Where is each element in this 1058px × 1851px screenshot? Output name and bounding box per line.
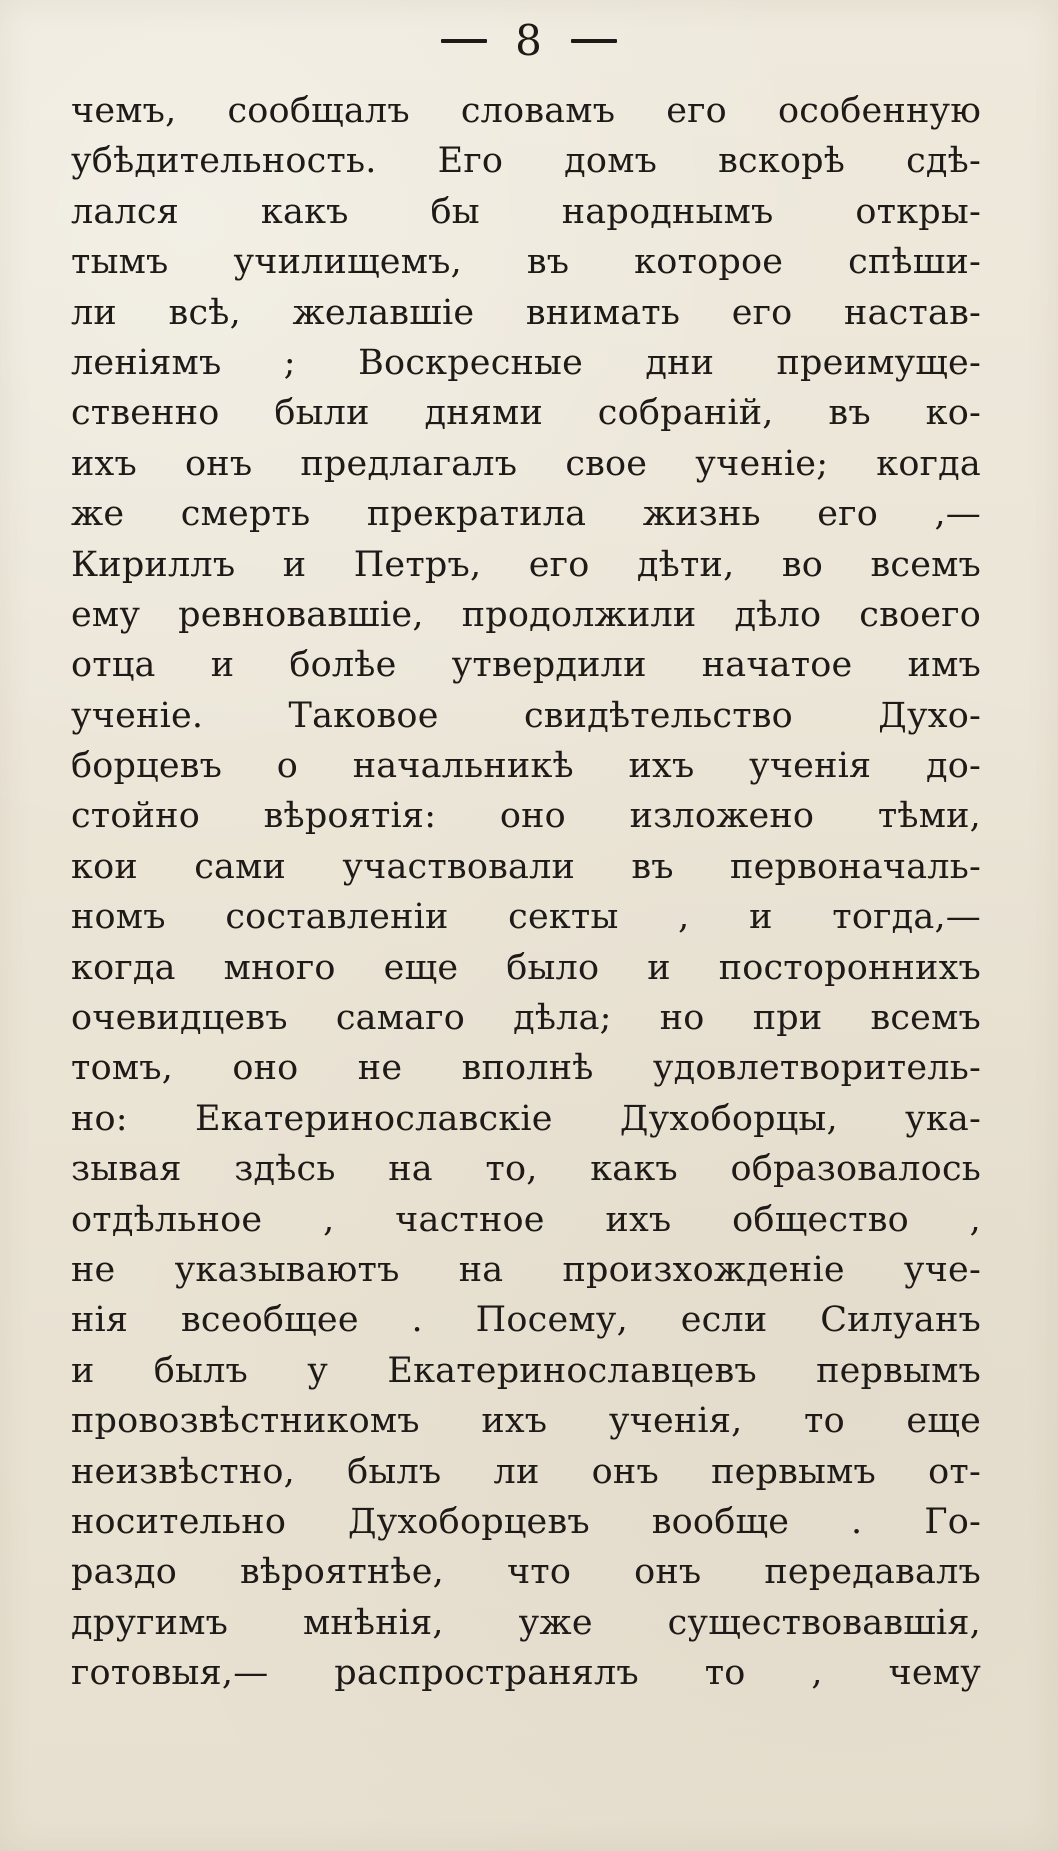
text-line: носительно Духоборцевъ вообще . Го- (71, 1501, 981, 1542)
text-line: ли всѣ, желавшіе внимать его настав- (71, 292, 981, 333)
header-dash-left (441, 39, 487, 43)
text-line: томъ, оно не вполнѣ удовлетворитель- (71, 1048, 981, 1089)
text-line: тымъ училищемъ, въ которое спѣши- (71, 242, 981, 283)
text-line: стойно вѣроятія: оно изложено тѣми, (71, 796, 981, 837)
text-line: зывая здѣсь на то, какъ образовалось (71, 1149, 981, 1190)
text-line: лался какъ бы народнымъ откры- (71, 191, 981, 232)
text-line: номъ составленіи секты , и тогда,— (71, 897, 981, 938)
text-line: кои сами участвовали въ первоначаль- (71, 846, 981, 887)
text-line: ственно были днями собраній, въ ко- (71, 393, 981, 434)
text-line: неизвѣстно, былъ ли онъ первымъ от- (71, 1451, 981, 1492)
text-line: ему ревновавшіе, продолжили дѣло своего (71, 594, 981, 635)
text-line: раздо вѣроятнѣе, что онъ передавалъ (71, 1552, 981, 1593)
text-line: чемъ, сообщалъ словамъ его особенную (71, 91, 981, 131)
text-line: Кириллъ и Петръ, его дѣти, во всемъ (71, 544, 981, 585)
text-line: готовыя,— распространялъ то , чему (71, 1653, 981, 1694)
text-line: же смерть прекратила жизнь его ,— (71, 494, 981, 535)
text-line: другимъ мнѣнія, уже существовавшія, (71, 1602, 981, 1643)
text-line: когда много еще было и постороннихъ (71, 947, 981, 988)
text-line: и былъ у Екатеринославцевъ первымъ (71, 1350, 981, 1391)
text-line: не указываютъ на произхожденіе уче- (71, 1249, 981, 1290)
text-line: леніямъ ; Воскресные дни преимуще- (71, 342, 981, 383)
text-line: ихъ онъ предлагалъ свое ученіе; когда (71, 443, 981, 484)
page-header (0, 10, 1058, 72)
text-line: борцевъ о начальникѣ ихъ ученія до- (71, 746, 981, 787)
header-dash-right (571, 39, 617, 43)
text-line: отдѣльное , частное ихъ общество , (71, 1199, 981, 1240)
body-text (71, 86, 981, 1699)
text-line: нія всеобщее . Посему, если Силуанъ (71, 1300, 981, 1341)
text-line: очевидцевъ самаго дѣла; но при всемъ (71, 998, 981, 1039)
text-line: ученіе. Таковое свидѣтельство Духо- (71, 695, 981, 736)
text-line: но: Екатеринославскіе Духоборцы, ука- (71, 1098, 981, 1139)
text-line: отца и болѣе утвердили начатое имъ (71, 645, 981, 686)
text-line: убѣдительность. Его домъ вскорѣ сдѣ- (71, 141, 981, 182)
page-number: 8 (515, 16, 543, 65)
text-line: провозвѣстникомъ ихъ ученія, то еще (71, 1401, 981, 1442)
